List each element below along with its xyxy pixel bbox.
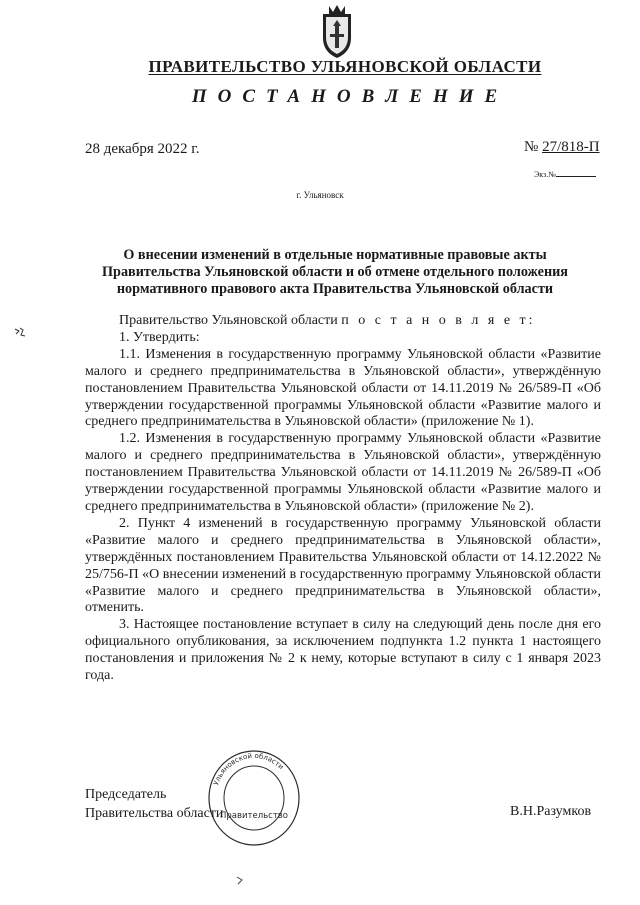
margin-mark-icon xyxy=(14,326,26,338)
item-1-1: 1.1. Изменения в государственную программу Ульяновской области «Развитие малого и среднего предпринимательства в Ульяновской области», утверждённую постановлением Правительства Ульяновской области от 14.11.2019 № 26/589-П «Об утверждении государственной программы Ульяновской области «Развитие малого и среднего предпринимательства в Ульяновской области» (приложение № 1). xyxy=(85,346,601,430)
item-1-2: 1.2. Изменения в государственную программу Ульяновской области «Развитие малого и среднего предпринимательства в Ульяновской области», утверждённую постановлением Правительства Ульяновской области от 14.11.2019 № 26/589-П «Об утверждении государственной программы Ульяновской области «Развитие малого и среднего предпринимательства в Ульяновской области» (приложение № 2). xyxy=(85,431,601,514)
svg-text:Ульяновской области xyxy=(212,752,285,787)
item-3: 3. Настоящее постановление вступает в силу на следующий день после дня его официального опубликования, за исключением подпункта 1.2 пункта 1 настоящего постановления и приложения № 2 к нему, которые вступают в силу с 1 января 2023 года. xyxy=(85,617,601,684)
intro-paragraph xyxy=(85,313,601,330)
number-prefix: № xyxy=(524,139,539,155)
signer-title-line1: Председатель xyxy=(85,787,167,802)
margin-mark-icon xyxy=(236,876,244,886)
heading-line: нормативного правового акта Правительства Ульяновской области xyxy=(116,281,554,297)
signer-name: В.Н.Разумков xyxy=(510,804,592,819)
document-type: ПОСТАНОВЛЕНИЕ xyxy=(191,86,509,107)
heading-line: Правительства Ульяновской области и об отмене отдельного положения xyxy=(102,264,568,280)
document-date: 28 декабря 2022 г. xyxy=(85,141,200,157)
item-1: 1. Утвердить: xyxy=(119,329,200,345)
stamp-ring-text: Ульяновской области xyxy=(212,751,286,787)
number-value: 27/818-П xyxy=(542,139,600,155)
intro-lead: Правительство Ульяновской области xyxy=(119,313,338,328)
official-stamp xyxy=(206,748,302,848)
heading-line: О внесении изменений в отдельные нормативные правовые акты xyxy=(123,247,547,263)
document-heading xyxy=(70,247,600,298)
item-2: 2. Пункт 4 изменений в государственную программу Ульяновской области «Развитие малого и среднего предпринимательства в Ульяновской области», утверждённых постановлением Правительства Ульяновской области от 14.12.2022 № 25/756-П «О внесении изменений в государственную программу Ульяновской области «Развитие малого и среднего предпринимательства в Ульяновской области», отменить. xyxy=(85,515,601,616)
city: г. Ульяновск xyxy=(296,190,344,200)
stamp-center-text: Правительство xyxy=(220,811,288,821)
organization-title: ПРАВИТЕЛЬСТВО УЛЬЯНОВСКОЙ ОБЛАСТИ xyxy=(148,57,542,76)
signer-title xyxy=(85,785,223,823)
signer-title-line2: Правительства области xyxy=(85,806,224,821)
copy-number-label: Экз.№ xyxy=(534,170,556,179)
document-body xyxy=(85,313,601,685)
coat-of-arms-icon xyxy=(317,4,357,60)
copy-number-blank xyxy=(556,176,596,177)
intro-decree: п о с т а н о в л я е т: xyxy=(341,313,536,328)
copy-number xyxy=(534,170,596,179)
document-number xyxy=(524,139,600,156)
